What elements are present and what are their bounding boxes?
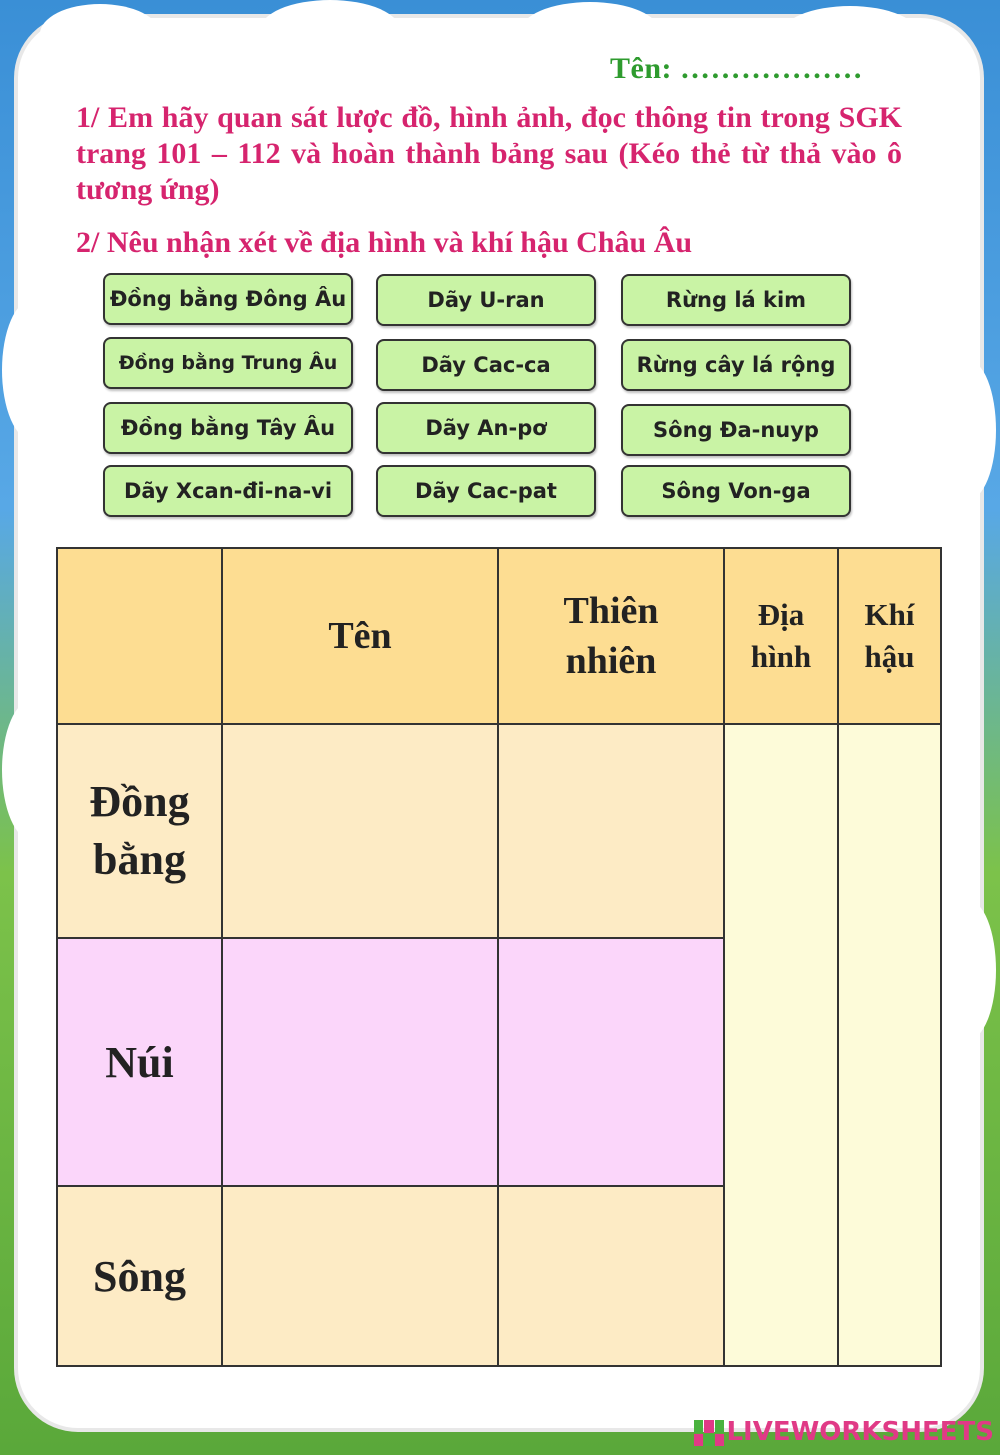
drag-card[interactable]: Đồng bằng Trung Âu bbox=[103, 337, 353, 389]
drop-zone-nui-thien-nhien[interactable] bbox=[498, 938, 724, 1186]
cloud-bump bbox=[2, 300, 62, 440]
drag-card[interactable]: Đồng bằng Đông Âu bbox=[103, 273, 353, 325]
drag-card[interactable]: Sông Đa-nuyp bbox=[621, 404, 851, 456]
header-ten: Tên bbox=[222, 548, 498, 724]
drag-card[interactable]: Rừng cây lá rộng bbox=[621, 339, 851, 391]
drag-card[interactable]: Dãy An-pơ bbox=[376, 402, 596, 454]
answer-dia-hinh[interactable] bbox=[724, 724, 838, 1366]
student-name-field[interactable]: Tên: ……………… bbox=[610, 52, 863, 85]
drop-zone-song-thien-nhien[interactable] bbox=[498, 1186, 724, 1366]
drag-card[interactable]: Dãy Xcan-đi-na-vi bbox=[103, 465, 353, 517]
watermark: LIVEWORKSHEETS bbox=[726, 1417, 994, 1447]
row-label-dong-bang: Đồng bằng bbox=[57, 724, 222, 938]
cloud-bump bbox=[40, 4, 160, 64]
drag-card[interactable]: Rừng lá kim bbox=[621, 274, 851, 326]
drag-card[interactable]: Dãy Cac-ca bbox=[376, 339, 596, 391]
drop-zone-dong-bang-ten[interactable] bbox=[222, 724, 498, 938]
answer-table bbox=[56, 547, 942, 1367]
question-2: 2/ Nêu nhận xét về địa hình và khí hậu Châu Âu bbox=[76, 226, 693, 259]
drag-card[interactable]: Dãy Cac-pat bbox=[376, 465, 596, 517]
cloud-bump bbox=[260, 0, 400, 60]
drag-card[interactable]: Đồng bằng Tây Âu bbox=[103, 402, 353, 454]
header-blank bbox=[57, 548, 222, 724]
header-dia-hinh: Địa hình bbox=[724, 548, 838, 724]
drag-card[interactable]: Dãy U-ran bbox=[376, 274, 596, 326]
drag-card[interactable]: Sông Von-ga bbox=[621, 465, 851, 517]
answer-khi-hau[interactable] bbox=[838, 724, 941, 1366]
row-label-song: Sông bbox=[57, 1186, 222, 1366]
drop-zone-nui-ten[interactable] bbox=[222, 938, 498, 1186]
drop-zone-dong-bang-thien-nhien[interactable] bbox=[498, 724, 724, 938]
question-1: 1/ Em hãy quan sát lược đồ, hình ảnh, đọc thông tin trong SGK trang 101 – 112 và hoàn thành bảng sau (Kéo thẻ từ thả vào ô tương ứng) bbox=[76, 101, 902, 206]
cloud-bump bbox=[940, 900, 996, 1040]
cloud-bump bbox=[940, 360, 996, 500]
row-label-nui: Núi bbox=[57, 938, 222, 1186]
header-thien-nhien: Thiên nhiên bbox=[498, 548, 724, 724]
header-khi-hau: Khí hậu bbox=[838, 548, 941, 724]
cloud-bump bbox=[2, 700, 62, 840]
drop-zone-song-ten[interactable] bbox=[222, 1186, 498, 1366]
liveworksheets-logo-icon bbox=[694, 1420, 724, 1446]
